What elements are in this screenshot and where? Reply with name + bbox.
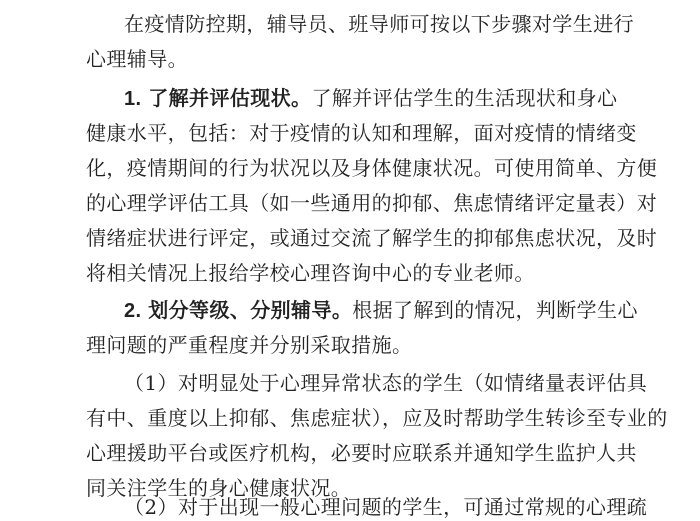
sub1-line-1: 对明显处于心理异常状态的学生（如情绪量表评估具 [177, 371, 648, 395]
sub1-first-line [124, 369, 700, 397]
step1-line-3: 化，疫情期间的行为状况以及身体健康状况。可使用简单、方便 [86, 156, 658, 180]
step2-first-line [124, 296, 700, 325]
step2-number: 2. [124, 300, 142, 322]
sub1-line-3: 心理援助平台或医疗机构，必要时应联系并通知学生监护人共 [86, 441, 637, 465]
step2-line-2: 理问题的严重程度并分别采取措施。 [86, 333, 413, 357]
step1-first-line [124, 84, 700, 113]
sub1-line-2: 有中、重度以上抑郁、焦虑症状），应及时帮助学生转诊至专业的 [86, 406, 668, 430]
step1-line-5: 情绪症状进行评定，或通过交流了解学生的抑郁焦虑状况，及时 [86, 226, 658, 250]
step1-line-4: 的心理学评估工具（如一些通用的抑郁、焦虑情绪评定量表）对 [86, 191, 658, 215]
intro-line-1: 在疫情防控期，辅导员、班导师可按以下步骤对学生进行 [124, 12, 634, 36]
sub1-number: （1） [124, 371, 178, 395]
step1-line-2: 健康水平，包括：对于疫情的认知和理解，面对疫情的情绪变 [86, 121, 637, 145]
step1-line-6: 将相关情况上报给学校心理咨询中心的专业老师。 [86, 261, 535, 285]
sub2-first-line [124, 493, 700, 521]
sub2-line-1: 对于出现一般心理问题的学生，可通过常规的心理疏 [177, 495, 648, 519]
sub1-line-4: 同关注学生的身心健康状况。 [86, 476, 352, 500]
step1-line-1: 了解并评估学生的生活现状和身心 [311, 86, 618, 110]
step2-heading: 划分等级、分别辅导。 [148, 298, 353, 322]
sub2-number: （2） [124, 495, 178, 519]
step1-heading: 了解并评估现状。 [148, 86, 312, 110]
step2-line-1: 根据了解到的情况，判断学生心 [352, 298, 638, 322]
intro-line-2: 心理辅导。 [86, 47, 188, 71]
step1-number: 1. [124, 88, 142, 110]
